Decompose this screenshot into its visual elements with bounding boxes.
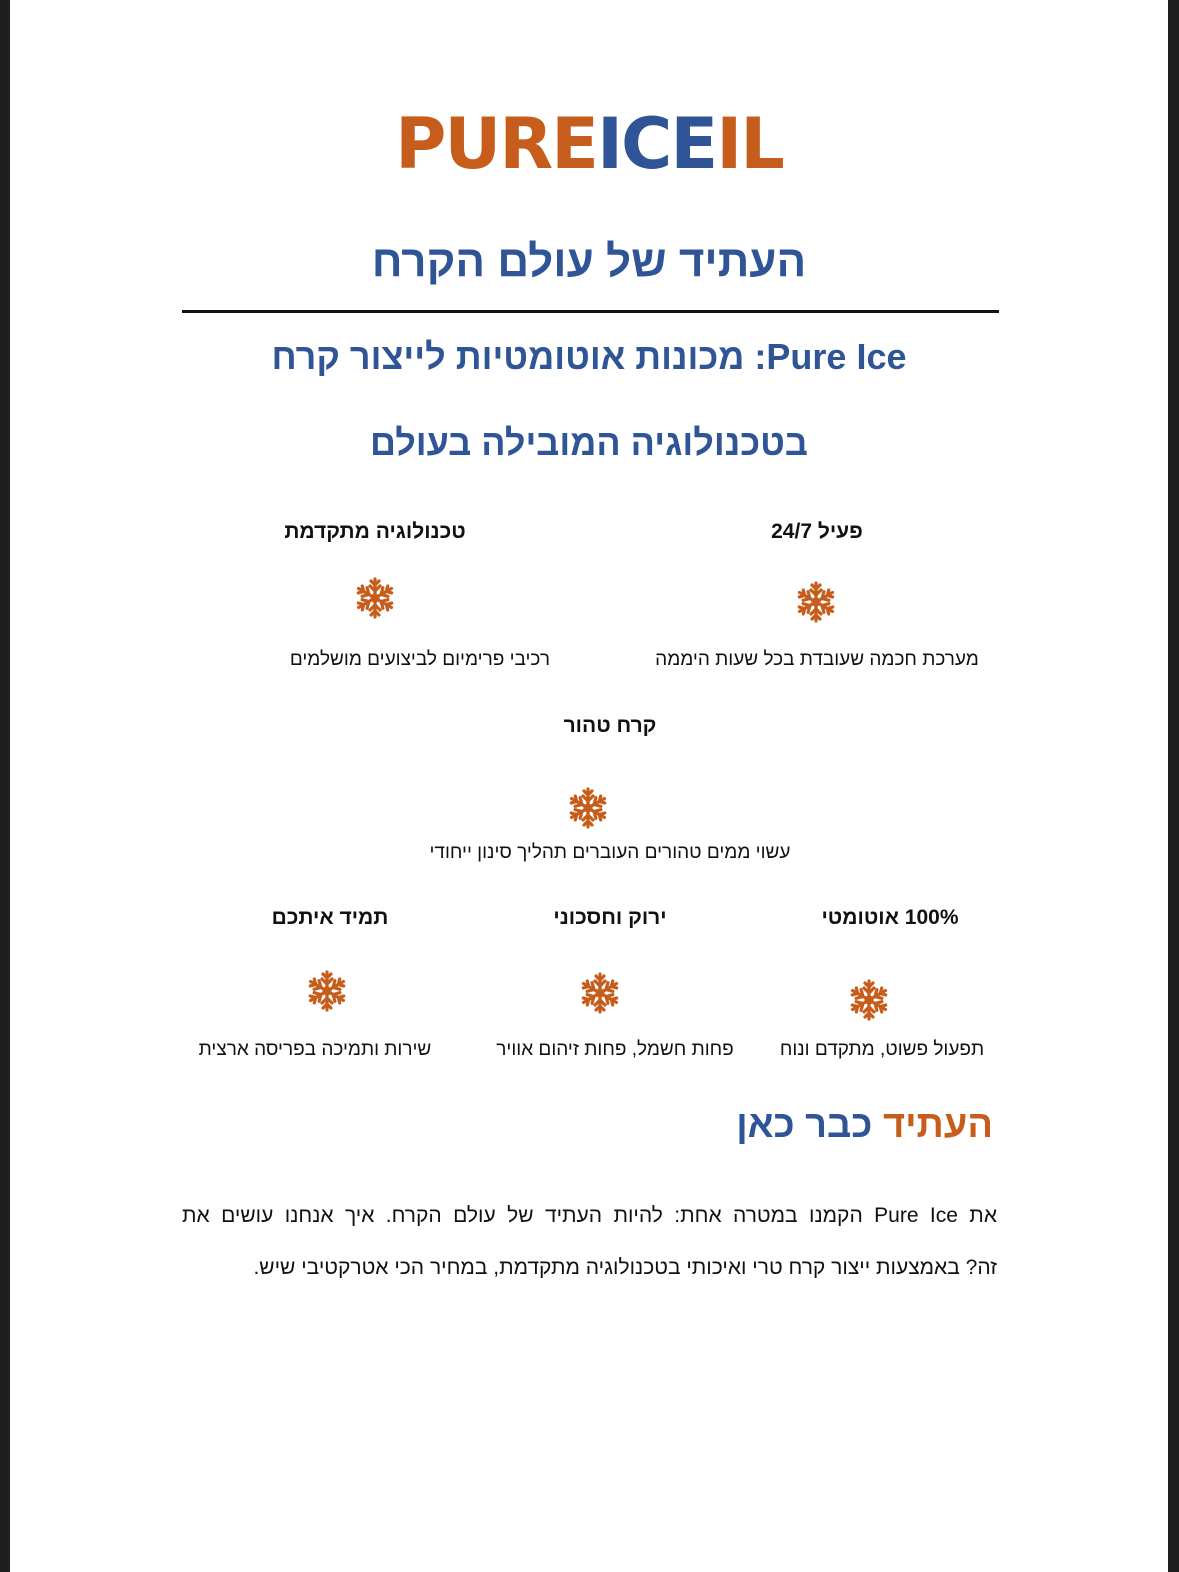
snowflake-icon xyxy=(305,968,349,1014)
subtitle-line-1: Pure Ice: מכונות אוטומטיות לייצור קרח xyxy=(271,336,907,377)
feature-title: טכנולוגיה מתקדמת xyxy=(284,520,466,543)
feature-fully-automatic xyxy=(770,904,1010,932)
feature-description: מערכת חכמה שעובדת בכל שעות היממה xyxy=(655,649,979,670)
feature-description: תפעול פשוט, מתקדם ונוח xyxy=(779,1039,985,1060)
snowflake-icon xyxy=(353,575,397,621)
feature-desc-wrap xyxy=(175,1037,455,1063)
feature-advanced-tech xyxy=(210,518,540,546)
divider-line xyxy=(182,310,999,313)
snowflake-icon xyxy=(794,579,838,625)
feature-title: ירוק וחסכוני xyxy=(553,906,667,929)
section-title-word-future: העתיד xyxy=(882,1104,993,1146)
feature-desc-wrap xyxy=(470,1037,760,1063)
feature-pure-ice xyxy=(410,712,810,740)
snowflake-icon xyxy=(847,977,891,1023)
feature-description: עשוי ממים טהורים העוברים תהליך סינון ייחודי xyxy=(429,842,791,863)
feature-desc-wrap xyxy=(762,1037,1002,1063)
feature-description: פחות חשמל, פחות זיהום אוויר xyxy=(496,1039,734,1060)
section-title xyxy=(736,1100,993,1150)
feature-desc-wrap xyxy=(632,647,1002,673)
feature-always-with-you xyxy=(210,904,450,932)
feature-active-247 xyxy=(632,518,1002,546)
page-tagline: העתיד של עולם הקרח xyxy=(371,237,807,286)
section-title-rest: כבר כאן xyxy=(736,1104,873,1146)
feature-green-saving xyxy=(490,904,730,932)
paragraph-line-2: זה? באמצעות ייצור קרח טרי ואיכותי בטכנולוגיה מתקדמת, במחיר הכי אטרקטיבי שיש. xyxy=(253,1256,997,1279)
snowflake-icon xyxy=(566,785,610,831)
logo-part-ice: ICE xyxy=(596,103,717,185)
feature-description: שירות ותמיכה בפריסה ארצית xyxy=(198,1039,432,1060)
document-page xyxy=(10,0,1168,1572)
brand-logo xyxy=(10,104,1168,184)
feature-desc-wrap xyxy=(390,840,830,866)
feature-desc-wrap xyxy=(210,647,550,673)
feature-title: פעיל 24/7 xyxy=(771,520,863,543)
feature-title: קרח טהור xyxy=(563,714,657,737)
paragraph-line-1: את Pure Ice הקמנו במטרה אחת: להיות העתיד של עולם הקרח. איך אנחנו עושים את xyxy=(182,1204,998,1227)
feature-description: רכיבי פרימיום לביצועים מושלמים xyxy=(289,649,550,670)
subtitle-line-2: בטכנולוגיה המובילה בעולם xyxy=(370,422,808,463)
snowflake-icon xyxy=(578,970,622,1016)
feature-title: 100% אוטומטי xyxy=(821,906,959,929)
feature-title: תמיד איתכם xyxy=(271,906,389,929)
logo-part-pure: PURE xyxy=(395,103,597,185)
logo-part-il: IL xyxy=(716,103,783,185)
